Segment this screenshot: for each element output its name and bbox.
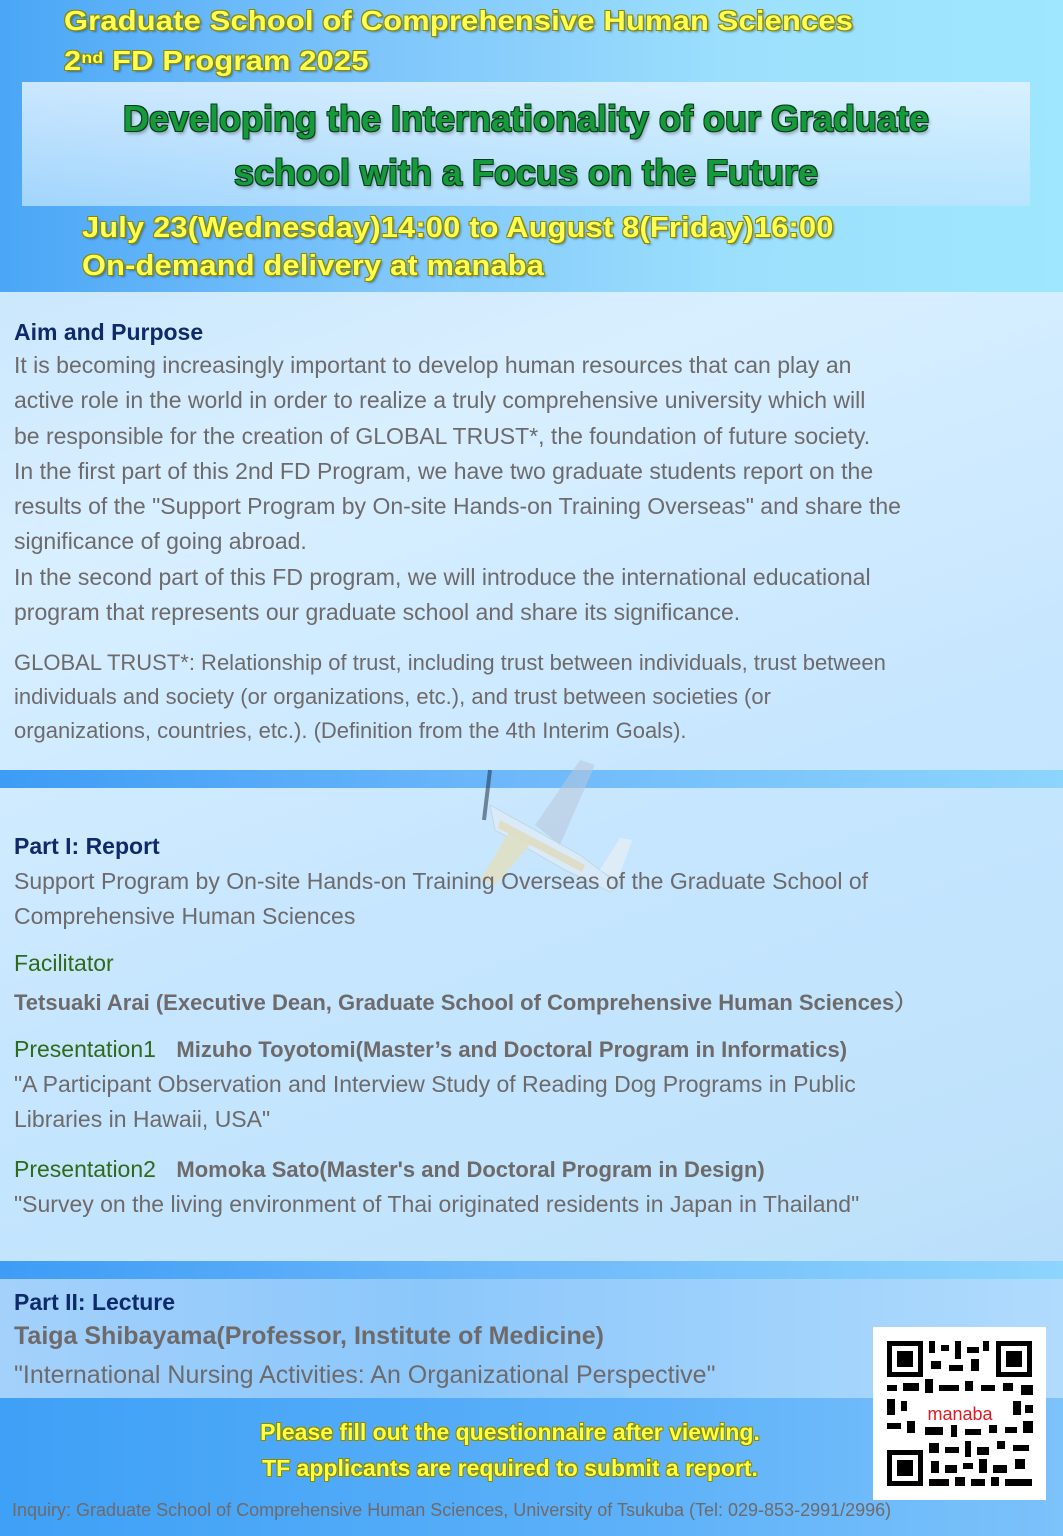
part1-heading: Part I: Report	[14, 833, 160, 859]
presentation-1-title: "A Participant Observation and Interview Study of Reading Dog Programs in Public Libraries in Hawaii, USA"	[14, 1071, 856, 1133]
facilitator-name: Tetsuaki Arai (Executive Dean, Graduate School of Comprehensive Human Sciences）	[14, 990, 917, 1015]
divider-band	[0, 1261, 1063, 1279]
qr-code-icon	[873, 1327, 1046, 1500]
facilitator-label: Facilitator	[14, 950, 114, 976]
event-dates: July 23(Wednesday)14:00 to August 8(Friday)16:00	[82, 212, 834, 244]
page-title: Developing the Internationality of our Graduate school with a Focus on the Future	[122, 98, 930, 193]
inquiry-contact: Inquiry: Graduate School of Comprehensive Human Sciences, University of Tsukuba (Tel: 029-853-2991/2996)	[12, 1500, 892, 1520]
lecture-title: "International Nursing Activities: An Organizational Perspective"	[14, 1361, 716, 1389]
presenter-name: Momoka Sato(Master's and Doctoral Program in Design)	[176, 1157, 765, 1182]
lecturer-name: Taiga Shibayama(Professor, Institute of Medicine)	[14, 1322, 604, 1350]
part1-program: Support Program by On-site Hands-on Training Overseas of the Graduate School of Comprehensive Human Sciences	[14, 868, 868, 930]
presentation-2	[14, 1156, 765, 1183]
program-name: 2nd FD Program 2025	[64, 45, 369, 76]
presentation-1	[14, 1036, 847, 1063]
presentation-label: Presentation2	[14, 1156, 156, 1182]
school-name: Graduate School of Comprehensive Human Sciences	[64, 5, 854, 36]
qr-code[interactable]	[873, 1327, 1046, 1500]
delivery-info: On-demand delivery at manaba	[82, 250, 545, 282]
global-trust-note: GLOBAL TRUST*: Relationship of trust, including trust between individuals, trust between individuals and society (or organizations, etc.), and trust between societies (or organizations, countries, etc.). (Definition from the 4th Interim Goals).	[14, 650, 886, 743]
presentation-2-title: "Survey on the living environment of Thai originated residents in Japan in Thailand"	[14, 1191, 860, 1217]
aim-body: It is becoming increasingly important to develop human resources that can play an active role in the world in order to realize a truly comprehensive university which will be responsible for the creation of GLOBAL TRUST*, the foundation of future society. In the first part of this 2nd FD Program, we have two graduate students report on the results of the "Support Program by On-site Hands-on Training Overseas" and share the significance of going abroad. In the second part of this FD program, we will introduce the international educational program that represents our graduate school and share its significance.	[14, 352, 901, 626]
presentation-label: Presentation1	[14, 1036, 156, 1062]
aim-heading: Aim and Purpose	[14, 319, 204, 345]
qr-label: manaba	[927, 1404, 993, 1424]
notice: Please fill out the questionnaire after viewing. TF applicants are required to submit a report.	[260, 1419, 760, 1481]
presenter-name: Mizuho Toyotomi(Master’s and Doctoral Program in Informatics)	[176, 1037, 848, 1062]
part2-heading: Part II: Lecture	[14, 1289, 176, 1315]
